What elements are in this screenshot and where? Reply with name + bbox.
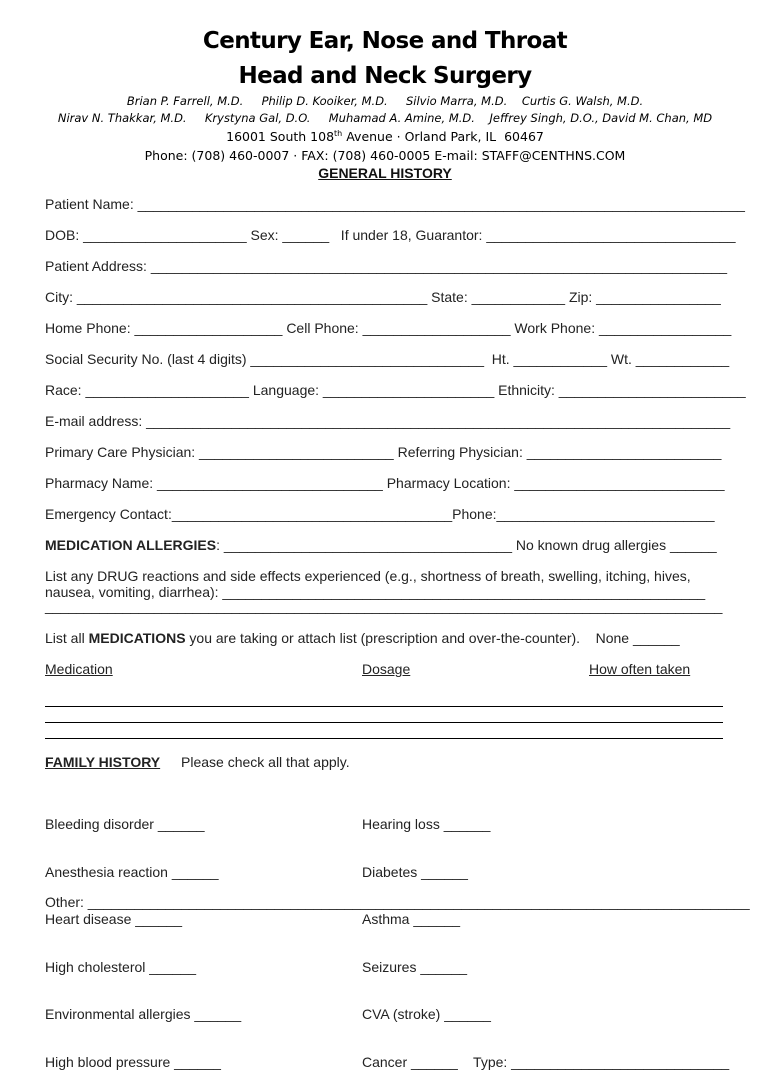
- city-state-zip-row[interactable]: City: _____________________________________________ State: ____________ Zip: ________________: [45, 289, 721, 305]
- dob-sex-guarantor-row[interactable]: DOB: _____________________ Sex: ______ If under 18, Guarantor: ________________________________: [45, 227, 736, 243]
- family-history-left-list[interactable]: [45, 785, 241, 1086]
- medications-instruction[interactable]: List all MEDICATIONS you are taking or attach list (prescription and over-the-counter). None ______: [45, 630, 680, 646]
- medication-allergies-row[interactable]: MEDICATION ALLERGIES: _____________________________________ No known drug allergies ______: [45, 537, 717, 553]
- physician-row[interactable]: Primary Care Physician: _________________________ Referring Physician: _________________________: [45, 444, 722, 460]
- dosage-column-header: Dosage: [362, 661, 411, 677]
- doctors-line-1: Brian P. Farrell, M.D. Philip D. Kooiker, M.D. Silvio Marra, M.D. Curtis G. Walsh, M.D.: [126, 94, 644, 108]
- bleeding-disorder-item[interactable]: Bleeding disorder ______: [45, 816, 205, 832]
- patient-address-field[interactable]: Patient Address: __________________________________________________________________________: [45, 258, 728, 274]
- race-language-ethnicity-row[interactable]: Race: _____________________ Language: ______________________ Ethnicity: ________________________: [45, 382, 746, 398]
- high-cholesterol-item[interactable]: High cholesterol ______: [45, 958, 196, 975]
- practice-contact: Phone: (708) 460-0007 · FAX: (708) 460-0005 E-mail: STAFF@CENTHNS.COM: [144, 148, 626, 163]
- drug-reactions-line-2[interactable]: nausea, vomiting, diarrhea): ______________________________________________________________: [45, 584, 706, 600]
- medication-entry-line[interactable]: [45, 706, 723, 707]
- pharmacy-row[interactable]: Pharmacy Name: _____________________________ Pharmacy Location: ___________________________: [45, 475, 725, 491]
- ssn-height-weight-row[interactable]: Social Security No. (last 4 digits) ______________________________ Ht. ____________ Wt. ____________: [45, 351, 730, 367]
- phone-row[interactable]: Home Phone: ___________________ Cell Phone: ___________________ Work Phone: _________________: [45, 320, 732, 336]
- cva-stroke-item[interactable]: CVA (stroke) ______: [362, 1006, 491, 1022]
- asthma-item[interactable]: Asthma ______: [362, 911, 461, 927]
- how-often-column-header: How often taken: [589, 661, 691, 677]
- medication-column-header: Medication: [45, 661, 113, 677]
- medication-entry-line[interactable]: [45, 738, 723, 739]
- other-field[interactable]: Other: _____________________________________________________________________________________: [45, 894, 750, 910]
- family-history-right-list[interactable]: [362, 785, 729, 1086]
- patient-name-field[interactable]: Patient Name: ______________________________________________________________________________: [45, 196, 745, 212]
- heart-disease-item[interactable]: Heart disease ______: [45, 911, 182, 927]
- diabetes-item[interactable]: Diabetes ______: [362, 863, 468, 880]
- environmental-allergies-item[interactable]: Environmental allergies ______: [45, 1006, 242, 1022]
- family-history-heading: FAMILY HISTORY: [45, 754, 161, 770]
- family-history-instruction: Please check all that apply.: [181, 754, 350, 770]
- medication-entry-line[interactable]: [45, 722, 723, 723]
- hearing-loss-item[interactable]: Hearing loss ______: [362, 816, 491, 832]
- doctors-line-2: Nirav N. Thakkar, M.D. Krystyna Gal, D.O. Muhamad A. Amine, M.D. Jeffrey Singh, D.O., David M. Chan, MD: [57, 111, 713, 125]
- email-field[interactable]: E-mail address: ___________________________________________________________________________: [45, 413, 731, 429]
- anesthesia-reaction-item[interactable]: Anesthesia reaction ______: [45, 863, 219, 880]
- form-heading: GENERAL HISTORY: [318, 165, 452, 181]
- high-blood-pressure-item[interactable]: High blood pressure ______: [45, 1053, 221, 1070]
- practice-subtitle: Head and Neck Surgery: [238, 63, 532, 89]
- practice-address: 16001 South 108th Avenue · Orland Park, IL 60467: [226, 128, 544, 144]
- drug-reactions-line-1: List any DRUG reactions and side effects experienced (e.g., shortness of breath, swelling, itching, hives,: [45, 568, 691, 584]
- seizures-item[interactable]: Seizures ______: [362, 958, 468, 975]
- practice-name: Century Ear, Nose and Throat: [202, 28, 568, 54]
- drug-reactions-line-3[interactable]: _______________________________________________________________________________________: [45, 598, 723, 614]
- emergency-contact-row[interactable]: Emergency Contact:____________________________________Phone:____________________________: [45, 506, 715, 522]
- cancer-type-item[interactable]: Cancer ______ Type: ____________________________: [362, 1053, 730, 1070]
